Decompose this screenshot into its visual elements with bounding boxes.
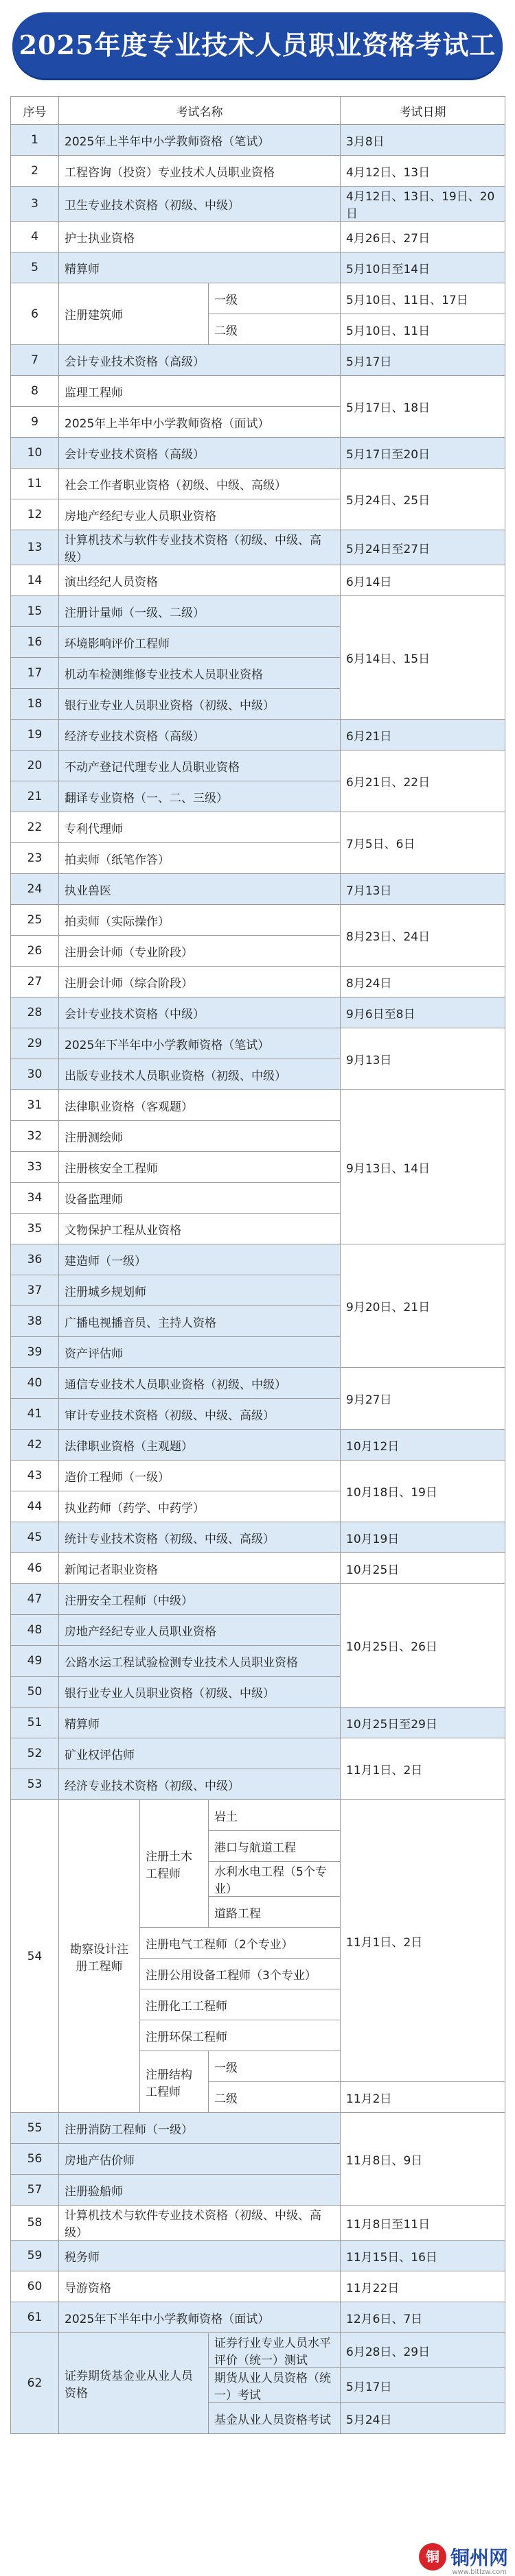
table-row bbox=[11, 1430, 505, 1461]
row-number: 20 bbox=[11, 751, 59, 781]
exam-date: 8月24日 bbox=[341, 967, 505, 997]
exam-date: 11月2日 bbox=[341, 2082, 505, 2113]
row-number: 62 bbox=[11, 2333, 59, 2434]
row-number: 18 bbox=[11, 689, 59, 720]
exam-group-name: 注册化工工程师 bbox=[140, 1989, 341, 2020]
exam-date: 5月10日至14日 bbox=[341, 252, 505, 283]
exam-date: 11月15日、16日 bbox=[341, 2241, 505, 2271]
table-row bbox=[11, 283, 505, 314]
exam-name: 矿业权评估师 bbox=[59, 1738, 341, 1769]
row-number: 44 bbox=[11, 1491, 59, 1522]
row-number: 55 bbox=[11, 2113, 59, 2144]
row-number: 37 bbox=[11, 1275, 59, 1306]
table-row bbox=[11, 1800, 505, 1831]
row-number: 3 bbox=[11, 187, 59, 222]
table-row bbox=[11, 874, 505, 905]
exam-subname: 一级 bbox=[209, 283, 341, 314]
row-number: 24 bbox=[11, 874, 59, 905]
site-brand bbox=[419, 2543, 508, 2571]
row-number: 6 bbox=[11, 283, 59, 345]
table-row bbox=[11, 2113, 505, 2144]
row-number: 38 bbox=[11, 1306, 59, 1337]
exam-date: 9月13日 bbox=[341, 1028, 505, 1090]
row-number: 5 bbox=[11, 252, 59, 283]
exam-name: 环境影响评价工程师 bbox=[59, 627, 341, 658]
row-number: 47 bbox=[11, 1584, 59, 1615]
exam-date: 10月12日 bbox=[341, 1430, 505, 1461]
exam-name: 出版专业技术人员职业资格（初级、中级） bbox=[59, 1059, 341, 1090]
exam-name: 建造师（一级） bbox=[59, 1244, 341, 1275]
exam-group-name: 注册环保工程师 bbox=[140, 2020, 341, 2051]
exam-date: 4月12日、13日、19日、20日 bbox=[341, 187, 505, 222]
row-number: 11 bbox=[11, 469, 59, 499]
exam-name: 资产评估师 bbox=[59, 1337, 341, 1368]
exam-date: 12月6日、7日 bbox=[341, 2302, 505, 2333]
exam-date: 11月1日、2日 bbox=[341, 1738, 505, 1800]
table-row bbox=[11, 1461, 505, 1491]
table-row bbox=[11, 1708, 505, 1738]
exam-subname: 基金从业人员资格考试 bbox=[209, 2403, 341, 2434]
row-number: 57 bbox=[11, 2175, 59, 2206]
title-banner bbox=[0, 0, 515, 89]
row-number: 29 bbox=[11, 1028, 59, 1059]
row-number: 13 bbox=[11, 530, 59, 565]
exam-name: 注册核安全工程师 bbox=[59, 1152, 341, 1183]
table-row bbox=[11, 2206, 505, 2241]
exam-subname: 期货从业人员资格（统一）考试 bbox=[209, 2368, 341, 2403]
row-number: 1 bbox=[11, 125, 59, 156]
exam-name: 2025年上半年中小学教师资格（面试） bbox=[59, 407, 341, 438]
row-number: 39 bbox=[11, 1337, 59, 1368]
exam-name: 专利代理师 bbox=[59, 812, 341, 843]
exam-date: 3月8日 bbox=[341, 125, 505, 156]
exam-name: 文物保护工程从业资格 bbox=[59, 1214, 341, 1244]
table-row bbox=[11, 345, 505, 376]
exam-group-name: 注册结构工程师 bbox=[140, 2051, 209, 2113]
table-row bbox=[11, 1244, 505, 1275]
table-row bbox=[11, 156, 505, 187]
exam-name: 新闻记者职业资格 bbox=[59, 1553, 341, 1584]
row-number: 46 bbox=[11, 1553, 59, 1584]
row-number: 52 bbox=[11, 1738, 59, 1769]
exam-date: 10月19日 bbox=[341, 1522, 505, 1553]
row-number: 36 bbox=[11, 1244, 59, 1275]
table-row bbox=[11, 720, 505, 751]
exam-name: 执业兽医 bbox=[59, 874, 341, 905]
table-row bbox=[11, 376, 505, 407]
exam-name: 注册测绘师 bbox=[59, 1121, 341, 1152]
table-row bbox=[11, 997, 505, 1028]
exam-name: 卫生专业技术资格（初级、中级） bbox=[59, 187, 341, 222]
row-number: 14 bbox=[11, 565, 59, 596]
exam-date: 7月5日、6日 bbox=[341, 812, 505, 874]
row-number: 28 bbox=[11, 997, 59, 1028]
exam-date: 10月25日、26日 bbox=[341, 1584, 505, 1708]
exam-name: 监理工程师 bbox=[59, 376, 341, 407]
exam-date: 11月1日、2日 bbox=[341, 1800, 505, 2082]
exam-date: 5月17日 bbox=[341, 2368, 505, 2403]
header-date: 考试日期 bbox=[341, 97, 505, 125]
header-name: 考试名称 bbox=[59, 97, 341, 125]
exam-date: 9月13日、14日 bbox=[341, 1090, 505, 1244]
exam-date: 5月17日至20日 bbox=[341, 438, 505, 469]
table-row bbox=[11, 812, 505, 843]
exam-name: 计算机技术与软件专业技术资格（初级、中级、高级） bbox=[59, 2206, 341, 2241]
exam-subname: 岩土 bbox=[209, 1800, 341, 1831]
exam-date: 9月20日、21日 bbox=[341, 1244, 505, 1368]
exam-name: 通信专业技术人员职业资格（初级、中级） bbox=[59, 1368, 341, 1399]
table-row bbox=[11, 905, 505, 936]
exam-name: 注册消防工程师（一级） bbox=[59, 2113, 341, 2144]
row-number: 27 bbox=[11, 967, 59, 997]
exam-name: 2025年下半年中小学教师资格（面试） bbox=[59, 2302, 341, 2333]
exam-date: 5月24日、25日 bbox=[341, 469, 505, 530]
row-number: 34 bbox=[11, 1183, 59, 1214]
exam-name: 社会工作者职业资格（初级、中级、高级） bbox=[59, 469, 341, 499]
exam-date: 5月10日、11日、17日 bbox=[341, 283, 505, 314]
exam-date: 5月17日 bbox=[341, 345, 505, 376]
row-number: 10 bbox=[11, 438, 59, 469]
exam-date: 9月27日 bbox=[341, 1368, 505, 1430]
exam-group-name: 注册电气工程师（2个专业） bbox=[140, 1928, 341, 1959]
exam-name: 房地产经纪专业人员职业资格 bbox=[59, 499, 341, 530]
exam-name: 公路水运工程试验检测专业技术人员职业资格 bbox=[59, 1646, 341, 1677]
exam-date: 11月8日至11日 bbox=[341, 2206, 505, 2241]
exam-name: 房地产估价师 bbox=[59, 2144, 341, 2175]
row-number: 22 bbox=[11, 812, 59, 843]
row-number: 53 bbox=[11, 1769, 59, 1800]
row-number: 48 bbox=[11, 1615, 59, 1646]
row-number: 56 bbox=[11, 2144, 59, 2175]
row-number: 61 bbox=[11, 2302, 59, 2333]
exam-name: 法律职业资格（主观题） bbox=[59, 1430, 341, 1461]
exam-name: 审计专业技术资格（初级、中级、高级） bbox=[59, 1399, 341, 1430]
exam-name: 广播电视播音员、主持人资格 bbox=[59, 1306, 341, 1337]
exam-group-name: 注册土木工程师 bbox=[140, 1800, 209, 1928]
table-row bbox=[11, 1368, 505, 1399]
row-number: 12 bbox=[11, 499, 59, 530]
row-number: 49 bbox=[11, 1646, 59, 1677]
exam-name: 设备监理师 bbox=[59, 1183, 341, 1214]
row-number: 33 bbox=[11, 1152, 59, 1183]
exam-name: 会计专业技术资格（高级） bbox=[59, 345, 341, 376]
table-row bbox=[11, 1738, 505, 1769]
exam-subname: 道路工程 bbox=[209, 1897, 341, 1928]
footer bbox=[0, 2535, 515, 2576]
table-row bbox=[11, 1522, 505, 1553]
site-url: www.bitlzw.com bbox=[452, 2568, 507, 2576]
exam-date: 6月28日、29日 bbox=[341, 2333, 505, 2368]
page-title: 2025年度专业技术人员职业资格考试工 bbox=[19, 29, 496, 60]
row-number: 50 bbox=[11, 1677, 59, 1708]
exam-name: 工程咨询（投资）专业技术人员职业资格 bbox=[59, 156, 341, 187]
row-number: 9 bbox=[11, 407, 59, 438]
exam-name: 注册安全工程师（中级） bbox=[59, 1584, 341, 1615]
exam-date: 5月24日至27日 bbox=[341, 530, 505, 565]
table-row bbox=[11, 1553, 505, 1584]
row-number: 30 bbox=[11, 1059, 59, 1090]
row-number: 42 bbox=[11, 1430, 59, 1461]
exam-date: 11月22日 bbox=[341, 2271, 505, 2302]
exam-group-name: 注册公用设备工程师（3个专业） bbox=[140, 1959, 341, 1989]
row-number: 25 bbox=[11, 905, 59, 936]
exam-date: 10月25日 bbox=[341, 1553, 505, 1584]
row-number: 40 bbox=[11, 1368, 59, 1399]
exam-name: 不动产登记代理专业人员职业资格 bbox=[59, 751, 341, 781]
row-number: 17 bbox=[11, 658, 59, 689]
table-row bbox=[11, 751, 505, 781]
exam-name: 拍卖师（纸笔作答） bbox=[59, 843, 341, 874]
schedule-table-wrapper bbox=[10, 96, 505, 2434]
exam-name: 经济专业技术资格（高级） bbox=[59, 720, 341, 751]
exam-name: 经济专业技术资格（初级、中级） bbox=[59, 1769, 341, 1800]
table-row bbox=[11, 2333, 505, 2368]
exam-name: 拍卖师（实际操作） bbox=[59, 905, 341, 936]
exam-subname: 水利水电工程（5个专业） bbox=[209, 1862, 341, 1897]
row-number: 43 bbox=[11, 1461, 59, 1491]
exam-name: 2025年上半年中小学教师资格（笔试） bbox=[59, 125, 341, 156]
exam-date: 4月12日、13日 bbox=[341, 156, 505, 187]
exam-name: 注册计量师（一级、二级） bbox=[59, 596, 341, 627]
row-number: 15 bbox=[11, 596, 59, 627]
exam-date: 11月8日、9日 bbox=[341, 2113, 505, 2206]
table-row bbox=[11, 252, 505, 283]
table-row bbox=[11, 1028, 505, 1059]
table-header bbox=[11, 97, 505, 125]
row-number: 19 bbox=[11, 720, 59, 751]
row-number: 21 bbox=[11, 781, 59, 812]
table-row bbox=[11, 438, 505, 469]
exam-subname: 一级 bbox=[209, 2051, 341, 2082]
exam-date: 6月14日 bbox=[341, 565, 505, 596]
header-num: 序号 bbox=[11, 97, 59, 125]
title-pill bbox=[12, 12, 503, 78]
table-row bbox=[11, 967, 505, 997]
row-number: 60 bbox=[11, 2271, 59, 2302]
exam-date: 6月21日 bbox=[341, 720, 505, 751]
row-number: 26 bbox=[11, 936, 59, 967]
exam-name: 执业药师（药学、中药学） bbox=[59, 1491, 341, 1522]
table-row bbox=[11, 187, 505, 222]
exam-name: 注册会计师（专业阶段） bbox=[59, 936, 341, 967]
table-row bbox=[11, 530, 505, 565]
row-number: 8 bbox=[11, 376, 59, 407]
exam-name: 银行业专业人员职业资格（初级、中级） bbox=[59, 1677, 341, 1708]
row-number: 23 bbox=[11, 843, 59, 874]
row-number: 45 bbox=[11, 1522, 59, 1553]
exam-name: 法律职业资格（客观题） bbox=[59, 1090, 341, 1121]
exam-name: 证券期货基金业从业人员资格 bbox=[59, 2333, 209, 2434]
row-number: 32 bbox=[11, 1121, 59, 1152]
exam-subname: 证券行业专业人员水平评价（统一）测试 bbox=[209, 2333, 341, 2368]
exam-name: 注册会计师（综合阶段） bbox=[59, 967, 341, 997]
row-number: 16 bbox=[11, 627, 59, 658]
exam-name: 注册验船师 bbox=[59, 2175, 341, 2206]
row-number: 51 bbox=[11, 1708, 59, 1738]
exam-name: 造价工程师（一级） bbox=[59, 1461, 341, 1491]
row-number: 54 bbox=[11, 1800, 59, 2113]
exam-date: 8月23日、24日 bbox=[341, 905, 505, 967]
exam-name: 税务师 bbox=[59, 2241, 341, 2271]
exam-date: 5月17日、18日 bbox=[341, 376, 505, 438]
exam-name: 注册建筑师 bbox=[59, 283, 209, 345]
exam-date: 10月25日至29日 bbox=[341, 1708, 505, 1738]
exam-date: 5月24日 bbox=[341, 2403, 505, 2434]
exam-subname: 二级 bbox=[209, 314, 341, 345]
exam-date: 4月26日、27日 bbox=[341, 222, 505, 252]
exam-name: 勘察设计注册工程师 bbox=[59, 1800, 140, 2113]
row-number: 2 bbox=[11, 156, 59, 187]
exam-name: 机动车检测维修专业技术人员职业资格 bbox=[59, 658, 341, 689]
exam-name: 注册城乡规划师 bbox=[59, 1275, 341, 1306]
exam-name: 银行业专业人员职业资格（初级、中级） bbox=[59, 689, 341, 720]
table-row bbox=[11, 1090, 505, 1121]
exam-subname: 二级 bbox=[209, 2082, 341, 2113]
row-number: 31 bbox=[11, 1090, 59, 1121]
table-row bbox=[11, 2302, 505, 2333]
row-number: 4 bbox=[11, 222, 59, 252]
row-number: 35 bbox=[11, 1214, 59, 1244]
exam-date: 10月18日、19日 bbox=[341, 1461, 505, 1522]
table-row bbox=[11, 2241, 505, 2271]
exam-name: 计算机技术与软件专业技术资格（初级、中级、高级） bbox=[59, 530, 341, 565]
exam-date: 7月13日 bbox=[341, 874, 505, 905]
schedule-table bbox=[10, 96, 505, 2434]
exam-subname: 港口与航道工程 bbox=[209, 1831, 341, 1862]
exam-date: 6月14日、15日 bbox=[341, 596, 505, 720]
table-row bbox=[11, 469, 505, 499]
exam-name: 翻译专业资格（一、二、三级） bbox=[59, 781, 341, 812]
exam-name: 会计专业技术资格（高级） bbox=[59, 438, 341, 469]
exam-date: 5月10日、11日 bbox=[341, 314, 505, 345]
exam-name: 演出经纪人员资格 bbox=[59, 565, 341, 596]
table-row bbox=[11, 222, 505, 252]
exam-name: 精算师 bbox=[59, 1708, 341, 1738]
exam-name: 2025年下半年中小学教师资格（笔试） bbox=[59, 1028, 341, 1059]
row-number: 58 bbox=[11, 2206, 59, 2241]
exam-name: 统计专业技术资格（初级、中级、高级） bbox=[59, 1522, 341, 1553]
exam-date: 6月21日、22日 bbox=[341, 751, 505, 812]
site-name: 铜州网 bbox=[450, 2547, 508, 2569]
site-logo-icon: 铜 bbox=[419, 2543, 446, 2571]
row-number: 59 bbox=[11, 2241, 59, 2271]
exam-name: 导游资格 bbox=[59, 2271, 341, 2302]
exam-name: 精算师 bbox=[59, 252, 341, 283]
table-row bbox=[11, 2271, 505, 2302]
exam-name: 护士执业资格 bbox=[59, 222, 341, 252]
exam-name: 房地产经纪专业人员职业资格 bbox=[59, 1615, 341, 1646]
table-row bbox=[11, 565, 505, 596]
row-number: 41 bbox=[11, 1399, 59, 1430]
table-row bbox=[11, 596, 505, 627]
table-row bbox=[11, 1584, 505, 1615]
table-row bbox=[11, 125, 505, 156]
exam-name: 会计专业技术资格（中级） bbox=[59, 997, 341, 1028]
exam-date: 9月6日至8日 bbox=[341, 997, 505, 1028]
row-number: 7 bbox=[11, 345, 59, 376]
